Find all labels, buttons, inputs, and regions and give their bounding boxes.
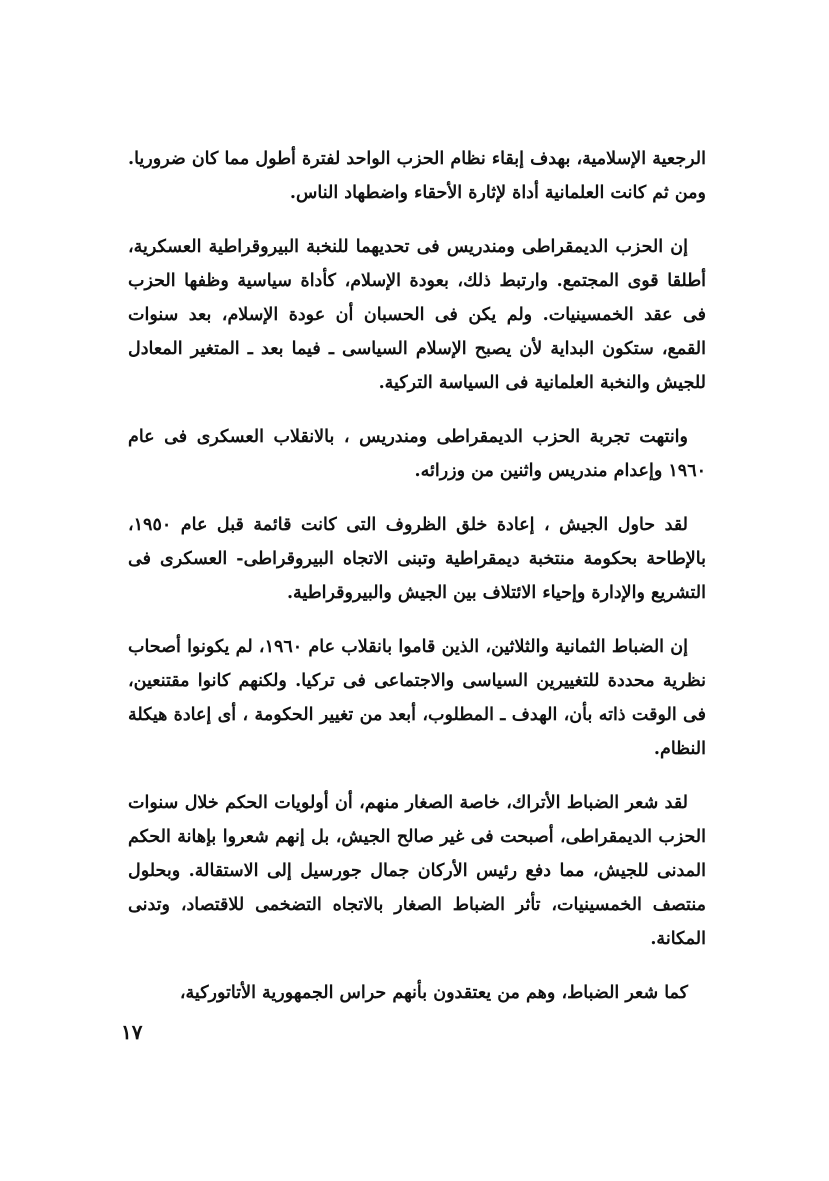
paragraph-2: إن الحزب الديمقراطى ومندريس فى تحديهما للنخبة البيروقراطية العسكرية، أطلقا قوى المجتمع. وارتبط ذلك، بعودة الإسلام، كأداة سياسية وظفها الحزب فى عقد الخمسينيات. ولم يكن فى الحسبان أن عودة الإسلام، بعد سنوات القمع، ستكون البداية لأن يصبح الإسلام السياسى ـ فيما بعد ـ المتغير المعادل للجيش والنخبة العلمانية فى السياسة التركية. — [128, 237, 706, 393]
page-number: ١٧ — [121, 1020, 143, 1044]
paragraph-7: كما شعر الضباط، وهم من يعتقدون بأنهم حراس الجمهورية الأتاتوركية، — [179, 983, 688, 1003]
paragraph-4: لقد حاول الجيش ، إعادة خلق الظروف التى كانت قائمة قبل عام ١٩٥٠، بالإطاحة بحكومة منتخبة ديمقراطية وتبنى الاتجاه البيروقراطى- العسكرى فى التشريع والإدارة وإحياء الائتلاف بين الجيش والبيروقراطية. — [128, 515, 706, 603]
paragraph-1: الرجعية الإسلامية، بهدف إبقاء نظام الحزب الواحد لفترة أطول مما كان ضروريا. ومن ثم كانت العلمانية أداة لإثارة الأحقاء واضطهاد الناس. — [128, 149, 706, 203]
paragraph-3: وانتهت تجربة الحزب الديمقراطى ومندريس ، بالانقلاب العسكرى فى عام ١٩٦٠ وإعدام مندريس واثنين من وزرائه. — [128, 427, 706, 481]
paragraph-6: لقد شعر الضباط الأتراك، خاصة الصغار منهم، أن أولويات الحكم خلال سنوات الحزب الديمقراطى، أصبحت فى غير صالح الجيش، بل إنهم شعروا بإهانة الحكم المدنى للجيش، مما دفع رئيس الأركان جمال جورسيل إلى الاستقالة. وبحلول منتصف الخمسينيات، تأثر الضباط الصغار بالاتجاه التضخمى للاقتصاد، وتدنى المكانة. — [128, 793, 706, 949]
body-text — [128, 142, 706, 1030]
paragraph-5: إن الضباط الثمانية والثلاثين، الذين قاموا بانقلاب عام ١٩٦٠، لم يكونوا أصحاب نظرية محددة للتغييرين السياسى والاجتماعى فى تركيا. ولكنهم كانوا مقتنعين، فى الوقت ذاته بأن، الهدف ـ المطلوب، أبعد من تغيير الحكومة ، أى إعادة هيكلة النظام. — [128, 637, 706, 759]
